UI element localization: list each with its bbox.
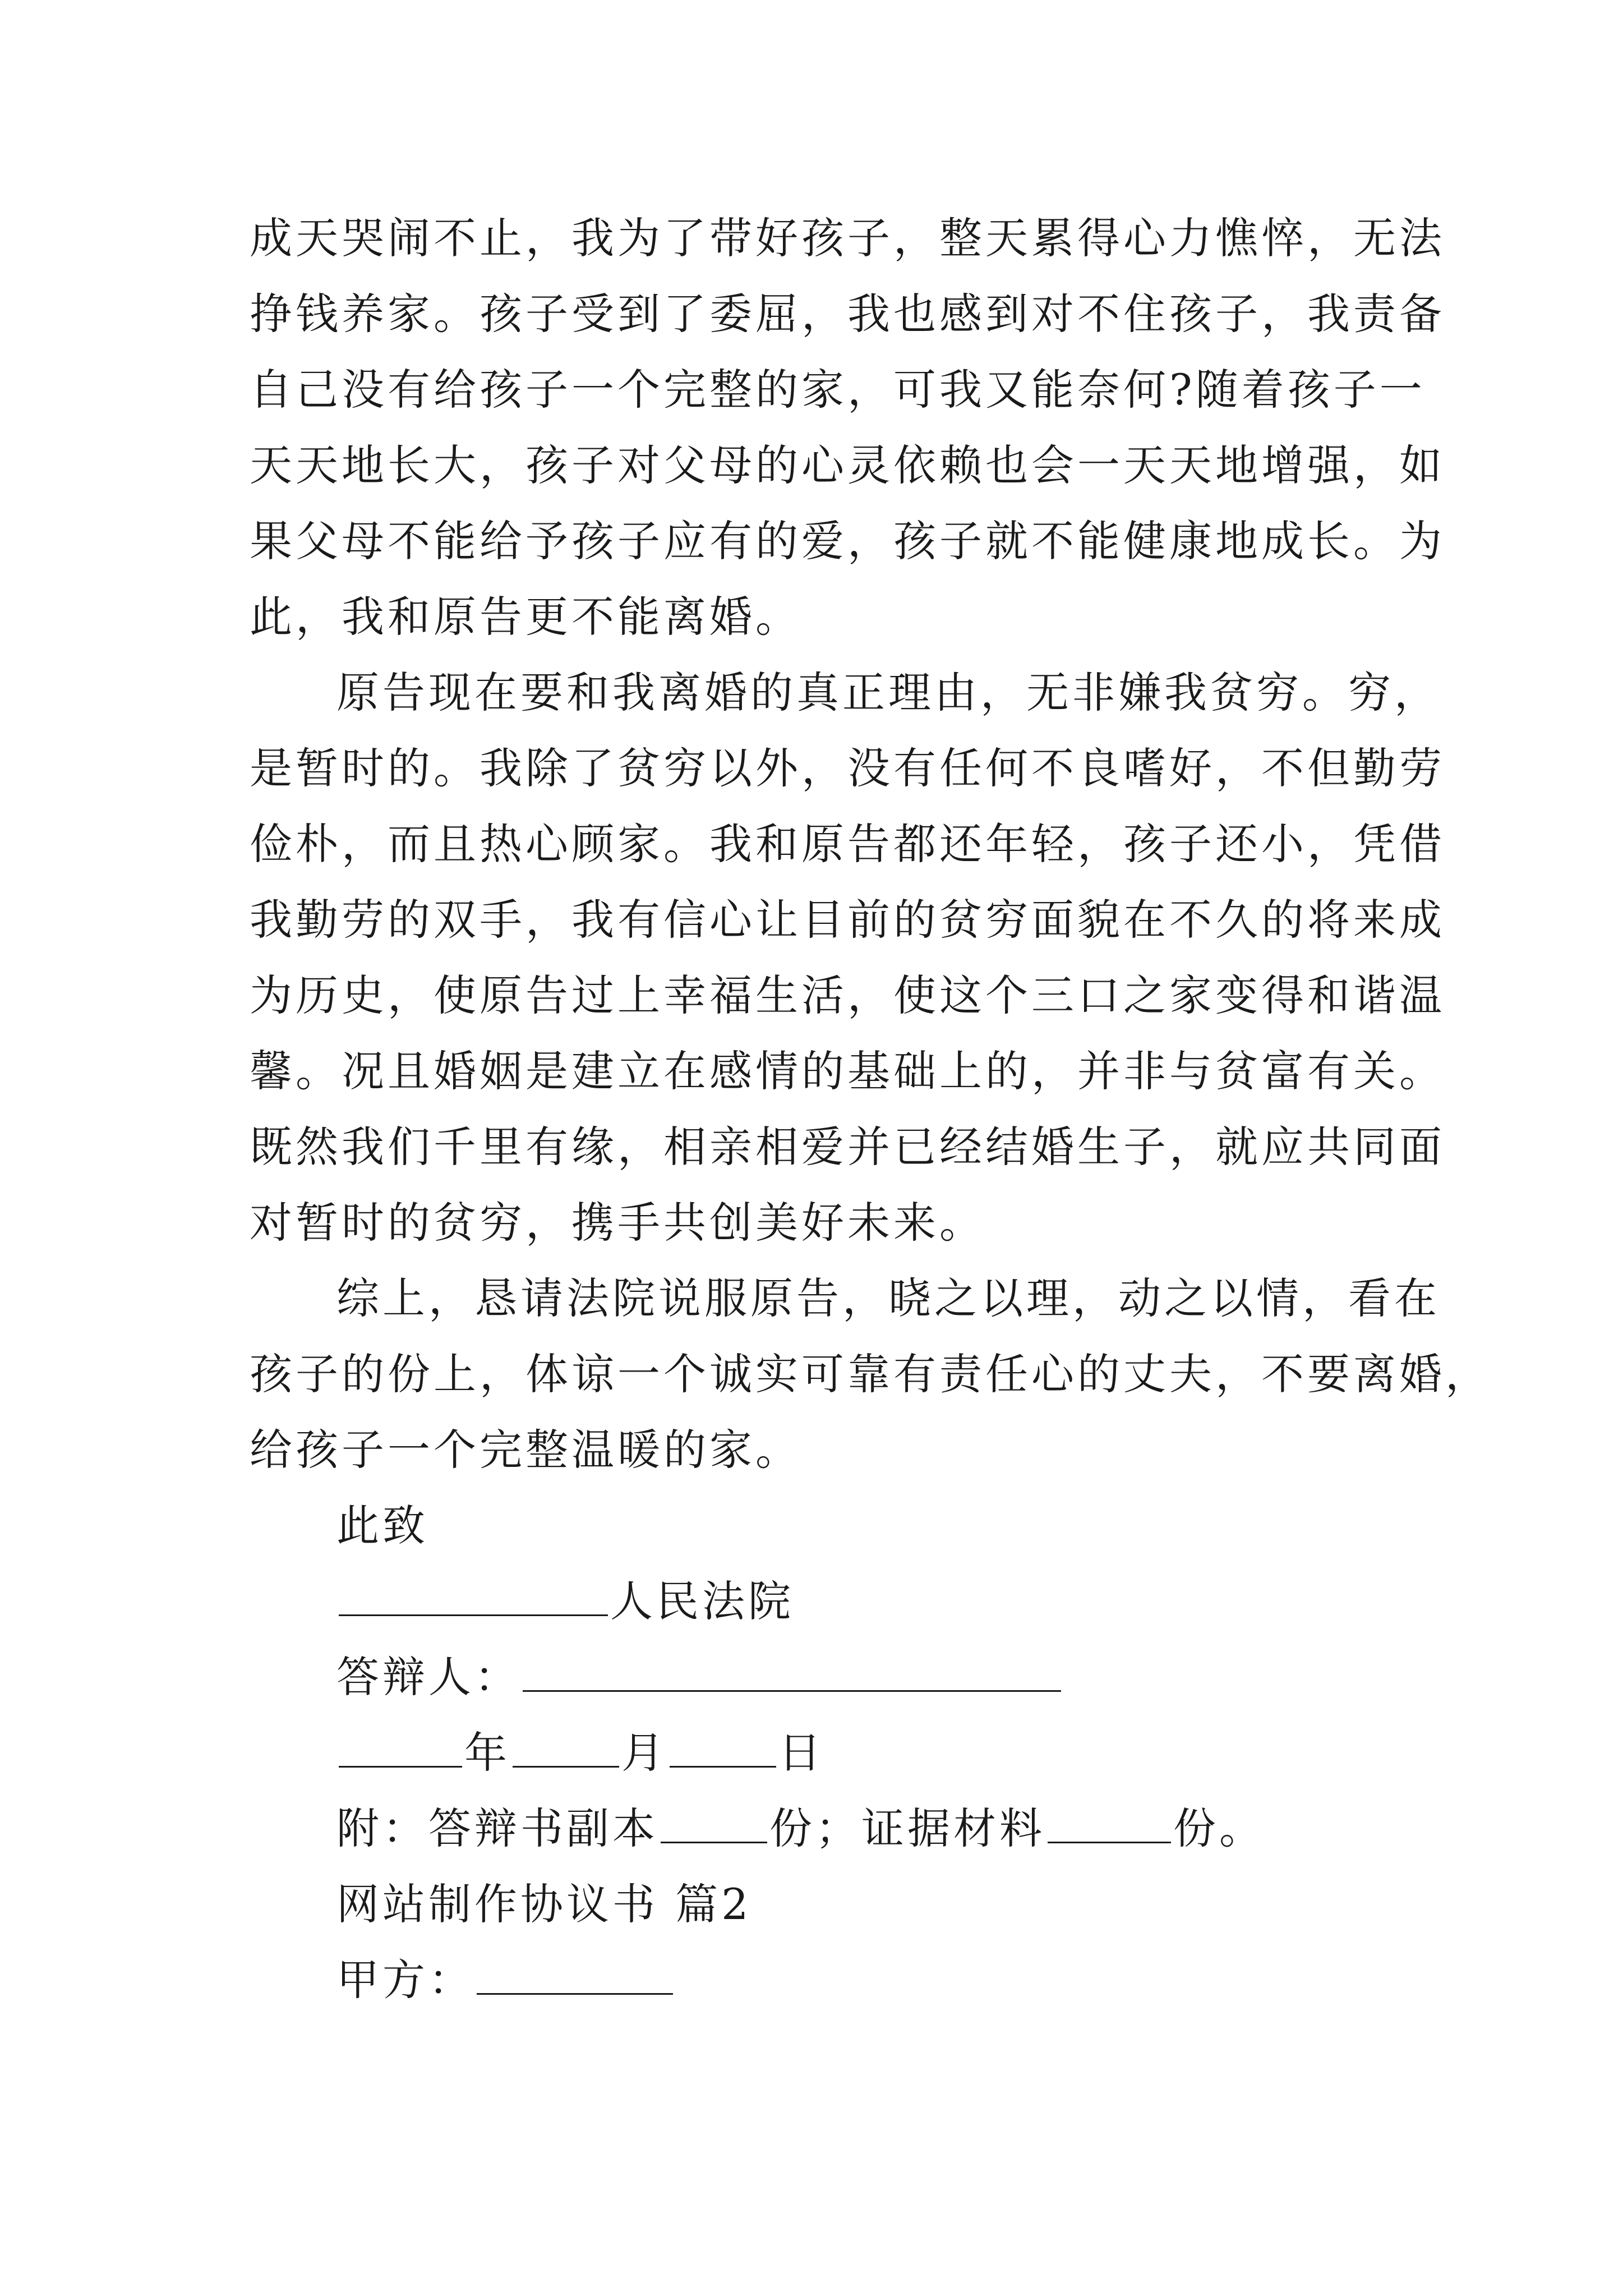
court-suffix: 人民法院: [610, 1576, 794, 1626]
date-day-label: 日: [778, 1728, 824, 1778]
salutation: 此致: [336, 1501, 428, 1550]
day-blank[interactable]: [670, 1727, 776, 1768]
paragraph-1-line-3: 自己没有给孩子一个完整的家，可我又能奈何?随着孩子一: [250, 365, 1426, 415]
evidence-blank[interactable]: [1048, 1802, 1171, 1843]
paragraph-1-line-5: 果父母不能给予孩子应有的爱，孩子就不能健康地成长。为: [250, 516, 1445, 566]
paragraph-2-line-6: 馨。况且婚姻是建立在感情的基础上的，并非与贫富有关。: [250, 1046, 1445, 1096]
paragraph-2-line-1: 原告现在要和我离婚的真正理由，无非嫌我贫穷。穷，: [336, 668, 1440, 717]
party-a-label: 甲方：: [336, 1955, 474, 2005]
attachment-end: 份。: [1173, 1803, 1265, 1853]
party-a-line: [336, 1952, 675, 2008]
attachment-line: [336, 1801, 1265, 1857]
copies-blank[interactable]: [661, 1802, 767, 1843]
respondent-line: [336, 1649, 1063, 1705]
paragraph-2-line-5: 为历史，使原告过上幸福生活，使这个三口之家变得和谐温: [250, 970, 1445, 1020]
paragraph-1-line-1: 成天哭闹不止，我为了带好孩子，整天累得心力憔悴，无法: [250, 213, 1445, 263]
paragraph-2-line-2: 是暂时的。我除了贫穷以外，没有任何不良嗜好，不但勤劳: [250, 743, 1445, 793]
paragraph-3-line-2: 孩子的份上，体谅一个诚实可靠有责任心的丈夫，不要离婚，: [250, 1349, 1491, 1399]
paragraph-2-line-3: 俭朴，而且热心顾家。我和原告都还年轻，孩子还小，凭借: [250, 819, 1445, 869]
attachment-prefix: 附：答辩书副本: [336, 1803, 658, 1853]
party-a-blank[interactable]: [477, 1954, 673, 1995]
paragraph-2-line-4: 我勤劳的双手，我有信心让目前的贫穷面貌在不久的将来成: [250, 895, 1445, 945]
date-month-label: 月: [621, 1728, 667, 1778]
section-title: 网站制作协议书 篇2: [336, 1879, 752, 1929]
paragraph-2-line-7: 既然我们千里有缘，相亲相爱并已经结婚生子，就应共同面: [250, 1122, 1445, 1172]
respondent-blank[interactable]: [523, 1651, 1061, 1692]
date-year-label: 年: [464, 1728, 510, 1778]
date-line: [336, 1725, 824, 1781]
paragraph-1-line-6: 此，我和原告更不能离婚。: [250, 592, 801, 642]
attachment-copies: 份；证据材料: [769, 1803, 1045, 1853]
court-name-blank[interactable]: [339, 1575, 608, 1616]
paragraph-1-line-4: 天天地长大，孩子对父母的心灵依赖也会一天天地增强，如: [250, 440, 1445, 490]
year-blank[interactable]: [339, 1727, 462, 1768]
paragraph-3-line-3: 给孩子一个完整温暖的家。: [250, 1425, 801, 1475]
month-blank[interactable]: [513, 1727, 619, 1768]
respondent-label: 答辩人：: [336, 1652, 520, 1702]
paragraph-2-line-8: 对暂时的贫穷，携手共创美好未来。: [250, 1198, 985, 1248]
paragraph-3-line-1: 综上，恳请法院说服原告，晓之以理，动之以情，看在: [336, 1273, 1440, 1323]
paragraph-1-line-2: 挣钱养家。孩子受到了委屈，我也感到对不住孩子，我责备: [250, 289, 1445, 339]
court-line: [336, 1573, 794, 1630]
